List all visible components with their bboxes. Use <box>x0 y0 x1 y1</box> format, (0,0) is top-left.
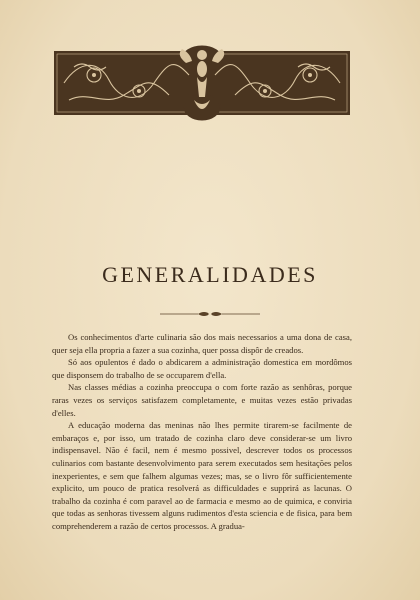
chapter-title: GENERALIDADES <box>102 262 318 287</box>
body-text <box>52 331 352 533</box>
ornamental-divider <box>160 309 260 319</box>
paragraph: Só aos opulentos é dado o abdicarem a administração domestica em mordômos que disponsem do trabalho de se occuparem d'ella. <box>52 357 352 380</box>
decorative-headpiece <box>54 45 350 121</box>
paragraph: Os conhecimentos d'arte culinaria são dos mais necessarios a uma dona de casa, quer seja ella propria a fazer a sua cozinha, quer possa dispôr de creados. <box>52 332 352 355</box>
paragraph: A educação moderna das meninas não lhes permite tirarem-se facilmente de embaraços e, por isso, um tratado de cozinha claro deve considerar-se um livro indispensavel. Não é facil, nem é mesmo possivel, descrever todos os processos culinarios com bastante desenvolvimento para serem executados sem hesitações pelos inexperientes, e sem que falhem algumas vezes; mas, se o livro fôr sufficientemente explicito, um pouco de pratica resolverá as difficuldades e supprirá as lacunas. O trabalho da cozinha é com paravel ao de farmacia e mesmo ao de quimica, e conviria que todas as senhoras tivessem alguns rudimentos d'esta sciencia e de fisica, para bem comprehenderem a razão de certos processos. A gradua- <box>52 420 352 531</box>
paragraph: Nas classes médias a cozinha preoccupa o com forte razão as senhôras, porque raras vezes os serviços satisfazem completamente, e muitas vezes estão privadas d'elles. <box>52 382 352 418</box>
